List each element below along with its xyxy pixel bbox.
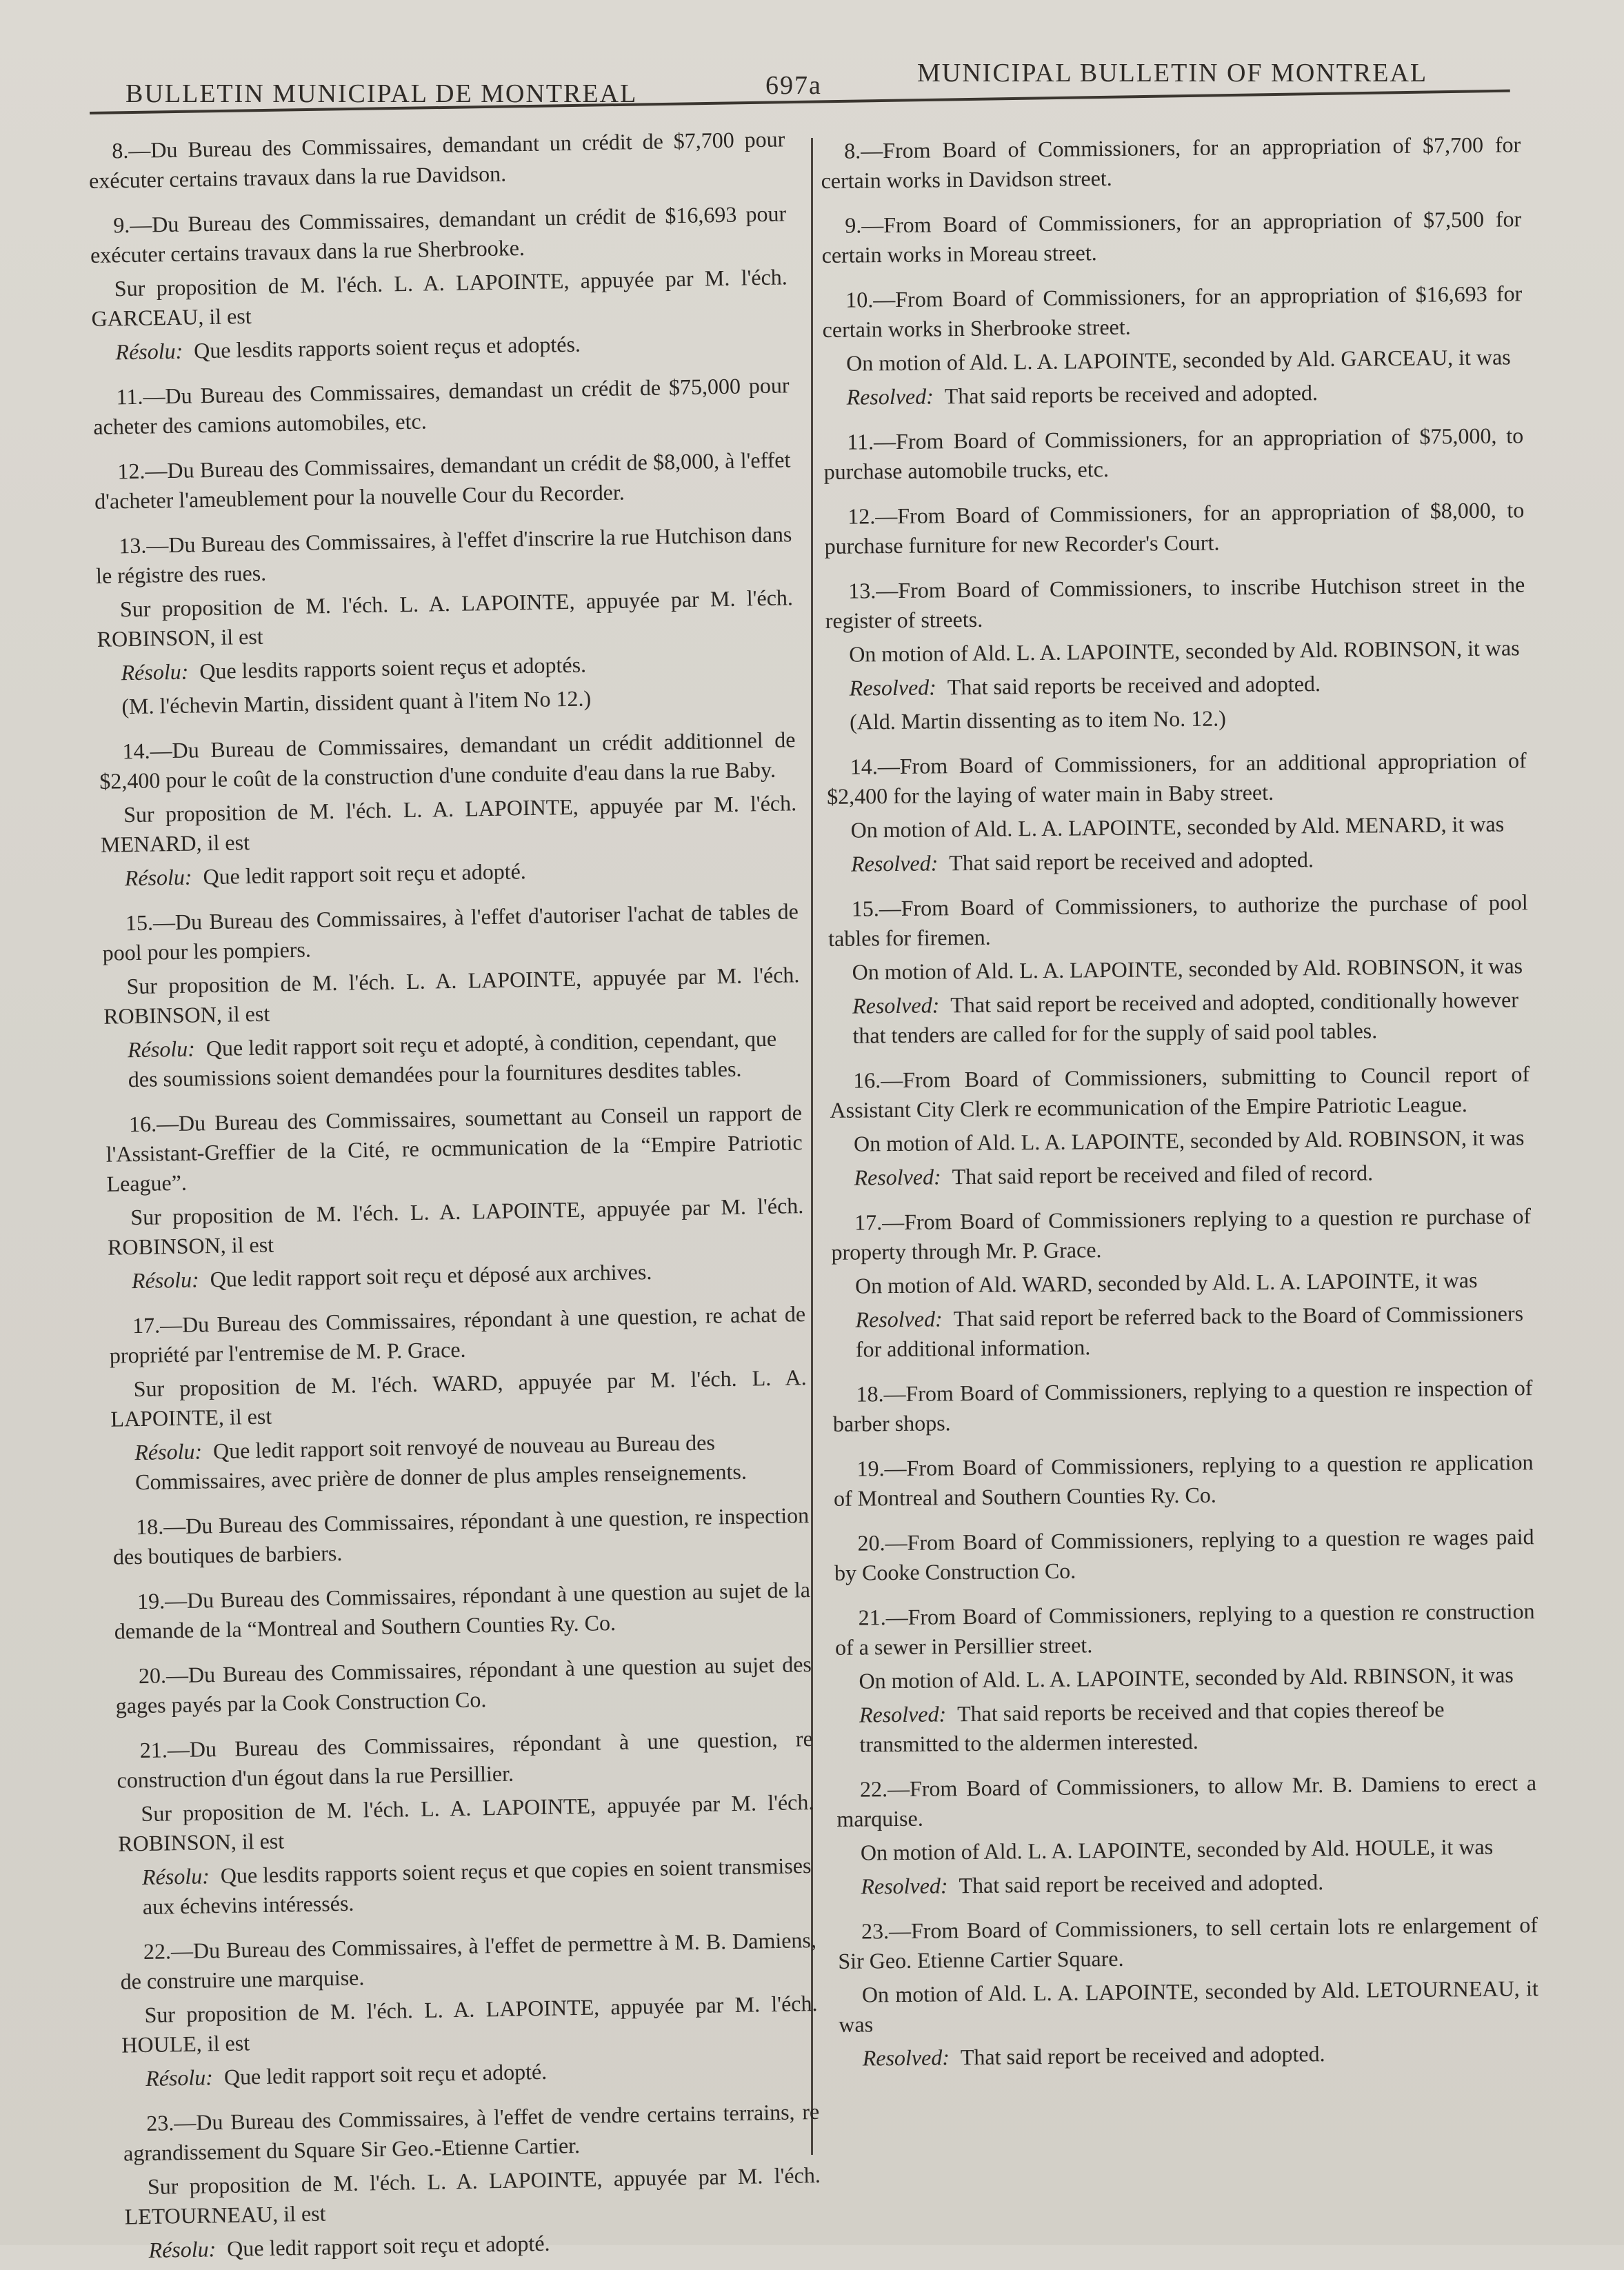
item-9: 9.—From Board of Commissioners, for an appropriation of $7,500 for certain works in Moreau street. <box>821 206 1522 268</box>
resolution-text: That said report be received and filed of record. <box>952 1160 1374 1189</box>
motion: On motion of Ald. WARD, seconded by Ald. L. A. LAPOINTE, it was <box>854 1267 1478 1298</box>
resolution-text: That said reports be received and that copies thereof be transmitted to the aldermen interested. <box>859 1696 1445 1757</box>
resolution-label: Resolved: <box>854 1164 941 1190</box>
motion: On motion of Ald. L. A. LAPOINTE, seconded by Ald. LETOURNEAU, it was <box>839 1976 1538 2037</box>
resolution-label: Résolu: <box>145 2065 214 2091</box>
resolution-label: Resolved: <box>846 383 934 410</box>
motion: Sur proposition de M. l'éch. L. A. LAPOINTE, appuyée par M. l'éch. ROBINSON, il est <box>107 1193 804 1260</box>
motion: Sur proposition de M. l'éch. L. A. LAPOINTE, appuyée par M. l'éch. ROBINSON, il est <box>97 585 794 652</box>
motion: Sur proposition de M. l'éch. L. A. LAPOINTE, appuyée par M. l'éch. HOULE, il est <box>121 1990 818 2058</box>
item-20: 20.—From Board of Commissioners, replying to a question re wages paid by Cooke Construction Co. <box>834 1524 1534 1585</box>
item-11: 11.—Du Bureau des Commissaires, demandast un crédit de $75,000 pour acheter des camions automobiles, etc. <box>93 372 790 439</box>
resolution-text: Que ledit rapport soit reçu et déposé aux archives. <box>210 1258 652 1292</box>
resolution <box>111 1426 808 1498</box>
resolution <box>837 1865 1537 1902</box>
resolution-label: Résolu: <box>141 1863 210 1890</box>
item-21: 21.—From Board of Commissioners, replying to a question re construction of a sewer in Persillier street. <box>834 1598 1535 1660</box>
motion: Sur proposition de M. l'éch. L. A. LAPOINTE, appuyée par M. l'éch. LETOURNEAU, il est <box>124 2162 821 2229</box>
motion: Sur proposition de M. l'éch. L. A. LAPOINTE, appuyée par M. l'éch. ROBINSON, il est <box>117 1789 814 1856</box>
resolution <box>119 1851 816 1922</box>
item-10: 10.—From Board of Commissioners, for an appropriation of $16,693 for certain works in Sherbrooke street. <box>822 281 1523 342</box>
motion: Sur proposition de M. l'éch. L. A. LAPOINTE, appuyée par M. l'éch. GARCEAU, il est <box>91 264 788 331</box>
item-17: 17.—Du Bureau des Commissaires, répondant à une question, re achat de propriété par l'entremise de M. P. Grace. <box>109 1301 806 1368</box>
item-19: 19.—Du Bureau des Commissaires, répondant à une question au sujet de la demande de la “Montreal and Southern Counties Ry. Co. <box>114 1577 811 1644</box>
resolution <box>122 2052 819 2094</box>
resolution-label: Résolu: <box>148 2236 217 2262</box>
resolution <box>825 667 1525 703</box>
item-9: 9.—Du Bureau des Commissaires, demandant un crédit de $16,693 pour exécuter certains travaux dans la rue Sherbrooke. <box>90 201 787 268</box>
resolution-label: Résolu: <box>124 864 192 891</box>
resolution-label: Resolved: <box>850 850 939 876</box>
motion: On motion of Ald. L. A. LAPOINTE, seconded by Ald. GARCEAU, it was <box>845 344 1511 376</box>
motion: Sur proposition de M. l'éch. WARD, appuyée par M. l'éch. L. A. LAPOINTE, il est <box>110 1365 807 1432</box>
item-23: 23.—From Board of Commissioners, to sell certain lots re enlargement of Sir Geo. Etienne Cartier Square. <box>838 1912 1538 1973</box>
item-19: 19.—From Board of Commissioners, replying to a question re application of Montreal and Southern Counties Ry. Co. <box>833 1449 1534 1511</box>
resolution <box>828 843 1527 879</box>
resolution-text: That said report be received and adopted. <box>959 1869 1324 1898</box>
resolution-text: That said report be received and adopted. <box>960 2041 1325 2070</box>
motion: On motion of Ald. L. A. LAPOINTE, seconded by Ald. ROBINSON, it was <box>849 635 1520 667</box>
item-13: 13.—From Board of Commissioners, to inscribe Hutchison street in the register of streets. <box>825 572 1525 633</box>
item-14: 14.—Du Bureau de Commissaires, demandant un crédit additionnel de $2,400 pour le coût de la construction d'une conduite d'eau dans la rue Baby. <box>99 727 796 794</box>
item-18: 18.—From Board of Commissioners, replying to a question re inspection of barber shops. <box>832 1375 1533 1436</box>
french-column <box>88 124 822 2269</box>
resolution-text: Que ledit rapport soit reçu et adopté. <box>203 858 527 890</box>
resolution-label: Resolved: <box>855 1306 943 1332</box>
resolution-label: Résolu: <box>131 1267 200 1294</box>
resolution-text: Que ledit rapport soit reçu et adopté. <box>226 2230 550 2261</box>
item-8: 8.—Du Bureau des Commissaires, demandant un crédit de $7,700 pour exécuter certains travaux dans la rue Davidson. <box>88 126 785 193</box>
resolution-label: Résolu: <box>121 659 189 685</box>
item-15: 15.—From Board of Commissioners, to authorize the purchase of pool tables for firemen. <box>828 890 1528 951</box>
resolution-text: That said report be referred back to the Board of Commissioners for additional information. <box>855 1300 1524 1362</box>
header-english-title: MUNICIPAL BULLETIN OF MONTREAL <box>917 59 1428 88</box>
resolution-text: Que lesdits rapports soient reçus et adoptés. <box>193 331 581 363</box>
resolution <box>101 852 798 894</box>
resolution-label: Résolu: <box>115 338 183 365</box>
resolution <box>829 985 1530 1051</box>
resolution-text: Que ledit rapport soit reçu et adopté, à condition, cependant, que des soumissions soient demandées pour la fournitures desdites tables. <box>128 1025 777 1092</box>
resolution-text: That said report be received and adopted. <box>949 847 1314 876</box>
resolution-text: That said reports be received and adopted. <box>947 671 1321 700</box>
resolution-label: Résolu: <box>127 1036 196 1063</box>
motion: Sur proposition de M. l'éch. L. A. LAPOINTE, appuyée par M. l'éch. MENARD, il est <box>100 790 797 857</box>
item-23: 23.—Du Bureau des Commissaires, à l'effet de vendre certains terrains, re agrandissement du Square Sir Geo.-Etienne Cartier. <box>123 2098 820 2166</box>
resolution-label: Resolved: <box>862 2045 950 2071</box>
resolution <box>125 2224 822 2266</box>
item-13: 13.—Du Bureau des Commissaires, à l'effet d'inscrire la rue Hutchison dans le régistre des rues. <box>95 521 792 588</box>
item-22: 22.—Du Bureau des Commissaires, à l'effet de permettre à M. B. Damiens, de construire une marquise. <box>120 1927 817 1994</box>
resolution <box>92 325 789 368</box>
resolution-text: Que ledit rapport soit reçu et adopté. <box>223 2058 548 2089</box>
resolution <box>832 1298 1532 1365</box>
resolution-text: Que lesdits rapports soient reçus et adoptés. <box>199 652 587 684</box>
item-21: 21.—Du Bureau des Commissaires, répondant à une question, re construction d'un égout dans la rue Persillier. <box>117 1726 814 1793</box>
motion: On motion of Ald. L. A. LAPOINTE, seconded by Ald. ROBINSON, it was <box>852 953 1523 985</box>
resolution-label: Resolved: <box>861 1873 948 1899</box>
resolution-text: That said report be received and adopted, conditionally however that tenders are called for for the supply of said pool tables. <box>852 987 1519 1048</box>
resolution-label: Resolved: <box>859 1701 947 1727</box>
item-14: 14.—From Board of Commissioners, for an additional appropriation of $2,400 for the laying of water main in Baby street. <box>827 747 1527 809</box>
resolution <box>104 1023 801 1095</box>
resolution <box>836 1694 1536 1760</box>
motion: On motion of Ald. L. A. LAPOINTE, seconded by Ald. HOULE, it was <box>860 1834 1494 1865</box>
item-17: 17.—From Board of Commissioners replying to a question re purchase of property through Mr. P. Grace. <box>831 1203 1532 1265</box>
item-18: 18.—Du Bureau des Commissaires, répondant à une question, re inspection des boutiques de barbiers. <box>112 1503 810 1569</box>
item-12: 12.—From Board of Commissioners, for an appropriation of $8,000, to purchase furniture for new Recorder's Court. <box>824 497 1525 559</box>
resolution-text: That said reports be received and adopted. <box>944 380 1319 409</box>
dissent-note: (M. l'échevin Martin, dissident quant à l'item No 12.) <box>121 685 592 719</box>
motion: On motion of Ald. L. A. LAPOINTE, seconded by Ald. MENARD, it was <box>850 811 1505 843</box>
item-22: 22.—From Board of Commissioners, to allow Mr. B. Damiens to erect a marquise. <box>836 1770 1537 1831</box>
motion: On motion of Ald. L. A. LAPOINTE, seconded by Ald. ROBINSON, it was <box>853 1125 1525 1156</box>
item-8: 8.—From Board of Commissioners, for an appropriation of $7,700 for certain works in Davidson street. <box>821 132 1521 193</box>
resolution <box>830 1156 1530 1193</box>
motion: Sur proposition de M. l'éch. L. A. LAPOINTE, appuyée par M. l'éch. ROBINSON, il est <box>103 962 800 1029</box>
item-16: 16.—Du Bureau des Commissaires, soumettant au Conseil un rapport de l'Assistant-Greffier de la Cité, re ocmmunication de la “Empire Patriotic League”. <box>106 1100 803 1196</box>
resolution-label: Résolu: <box>134 1438 203 1465</box>
english-column <box>821 130 1539 2078</box>
item-11: 11.—From Board of Commissioners, for an appropriation of $75,000, to purchase automobile trucks, etc. <box>823 423 1524 484</box>
page-header <box>103 43 1521 108</box>
resolution-text: Que ledit rapport soit renvoyé de nouveau au Bureau des Commissaires, avec prière de donner de plus amples renseignements. <box>134 1429 748 1495</box>
resolution <box>108 1254 805 1296</box>
resolution <box>823 376 1523 412</box>
motion: On motion of Ald. L. A. LAPOINTE, seconded by Ald. RBINSON, it was <box>859 1662 1514 1694</box>
page-number: 697a <box>765 71 822 100</box>
resolution <box>839 2037 1539 2073</box>
resolution-label: Resolved: <box>852 992 940 1018</box>
header-french-title: BULLETIN MUNICIPAL DE MONTREAL <box>126 79 638 108</box>
resolution-label: Resolved: <box>849 674 937 701</box>
dissent-note: (Ald. Martin dissenting as to item No. 12.) <box>849 705 1227 734</box>
resolution-text: Que lesdits rapports soient reçus et que copies en soient transmises aux échevins intéressés. <box>142 1853 812 1920</box>
item-12: 12.—Du Bureau des Commissaires, demandant un crédit de $8,000, à l'effet d'acheter l'ameublement pour la nouvelle Cour du Recorder. <box>94 447 791 514</box>
item-16: 16.—From Board of Commissioners, submitting to Council report of Assistant City Clerk re ecommunication of the Empire Patriotic League. <box>830 1061 1530 1123</box>
item-20: 20.—Du Bureau des Commissaires, répondant à une question au sujet des gages payés par la Cook Construction Co. <box>115 1651 812 1718</box>
item-15: 15.—Du Bureau des Commissaires, à l'effet d'autoriser l'achat de tables de pool pour les pompiers. <box>102 898 799 965</box>
